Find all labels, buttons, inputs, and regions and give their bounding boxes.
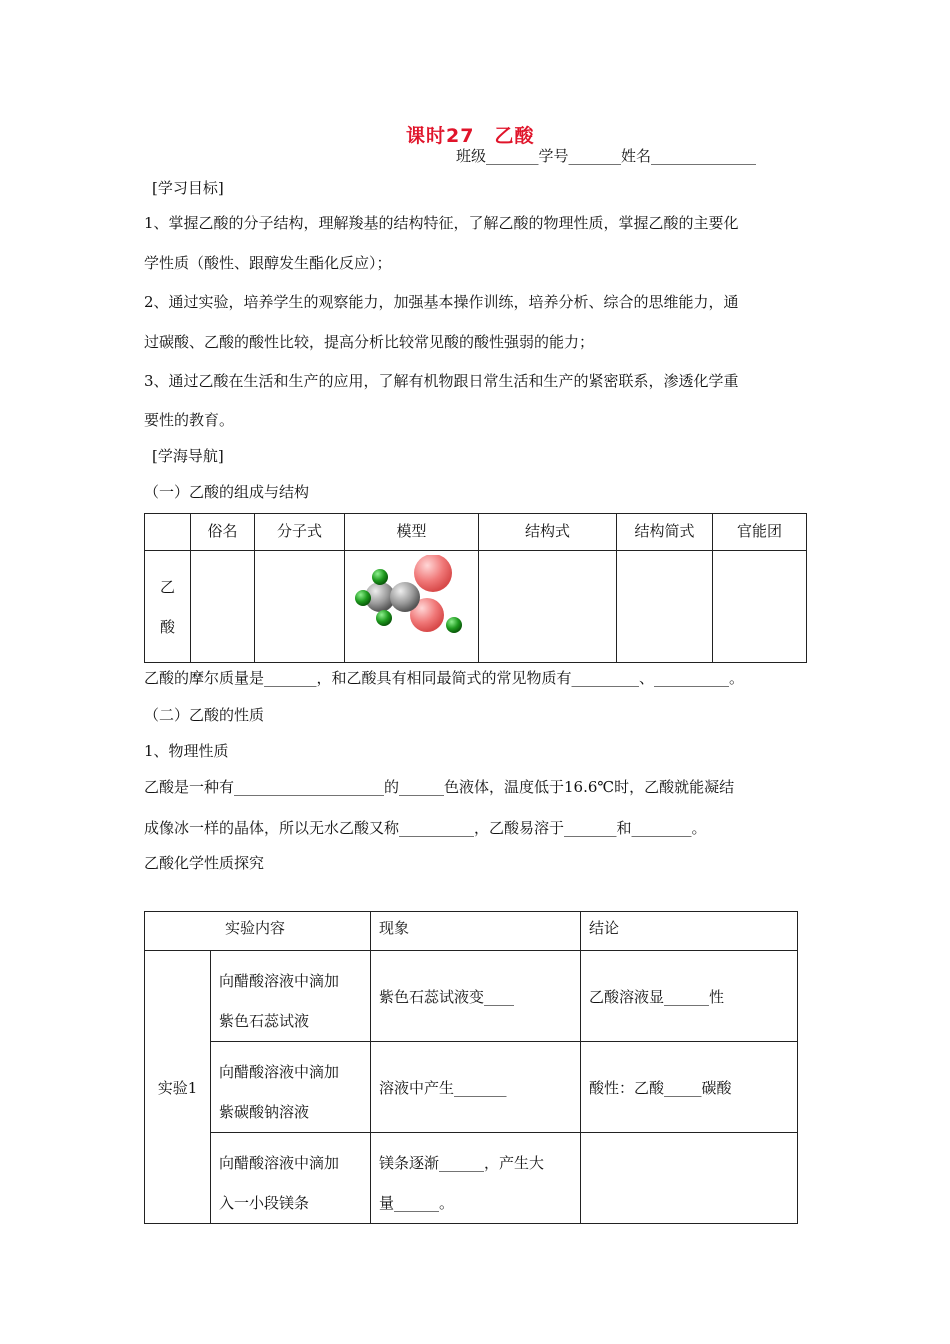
table-header-cell: 分子式	[255, 514, 345, 551]
physical-properties-line: 成像冰一样的晶体，所以无水乙酸又称__________，乙酸易溶于_______和________。	[144, 819, 707, 837]
experiment-conclusion: 乙酸溶液显______性	[581, 951, 798, 1042]
goal-line: 要性的教育。	[144, 411, 235, 429]
experiment-table	[144, 911, 798, 1224]
table-header-cell	[145, 514, 191, 551]
goal-line: 过碳酸、乙酸的酸性比较，提高分析比较常见酸的酸性强弱的能力；	[144, 333, 595, 351]
table-header-cell: 结构简式	[617, 514, 713, 551]
experiment-content: 向醋酸溶液中滴加 入一小段镁条	[211, 1133, 371, 1224]
table-header-cell: 结构式	[479, 514, 617, 551]
table-header-cell: 结论	[581, 912, 798, 951]
row-label-acetic-acid: 乙 酸	[145, 551, 191, 663]
physical-properties-line: 乙酸是一种有____________________的______色液体，温度低于16.6℃时，乙酸就能凝结	[144, 778, 735, 796]
hydrogen-atom	[446, 617, 462, 633]
physical-properties-heading: 1、物理性质	[144, 742, 229, 760]
goal-line: 1、掌握乙酸的分子结构，理解羧基的结构特征，了解乙酸的物理性质，掌握乙酸的主要化	[144, 214, 739, 232]
experiment-content: 向醋酸溶液中滴加 紫色石蕊试液	[211, 951, 371, 1042]
section-heading-properties: （二）乙酸的性质	[144, 706, 265, 724]
experiment-phenomenon: 溶液中产生_______	[371, 1042, 581, 1133]
blank-cell[interactable]	[713, 551, 807, 663]
goal-line: 3、通过乙酸在生活和生产的应用，了解有机物跟日常生活和生产的紧密联系，渗透化学重	[144, 372, 739, 390]
table-header-cell: 现象	[371, 912, 581, 951]
experiment-phenomenon: 镁条逐渐______，产生大 量______。	[371, 1133, 581, 1224]
guide-heading: [学海导航]	[152, 447, 224, 465]
acetic-acid-model-image	[353, 555, 473, 645]
table-header-cell: 俗名	[191, 514, 255, 551]
experiment-phenomenon: 紫色石蕊试液变____	[371, 951, 581, 1042]
blank-cell[interactable]	[479, 551, 617, 663]
goals-heading: [学习目标]	[152, 179, 224, 197]
blank-cell[interactable]	[191, 551, 255, 663]
experiment-content: 向醋酸溶液中滴加 紫碳酸钠溶液	[211, 1042, 371, 1133]
page-title: 课时27 乙酸	[406, 125, 535, 147]
chemical-properties-heading: 乙酸化学性质探究	[144, 854, 265, 872]
carbon-atom	[390, 582, 420, 612]
experiment-conclusion: 酸性：乙酸_____碳酸	[581, 1042, 798, 1133]
goal-line: 学性质（酸性、跟醇发生酯化反应）；	[144, 254, 392, 272]
oxygen-atom	[414, 555, 452, 592]
goal-line: 2、通过实验，培养学生的观察能力，加强基本操作训练，培养分析、综合的思维能力，通	[144, 293, 739, 311]
table-header-cell: 实验内容	[145, 912, 371, 951]
experiment-conclusion	[581, 1133, 798, 1224]
student-info-line: 班级_______学号_______姓名______________	[456, 147, 757, 165]
table-header-cell: 模型	[345, 514, 479, 551]
section-heading-structure: （一）乙酸的组成与结构	[144, 483, 310, 501]
hydrogen-atom	[376, 610, 392, 626]
experiment-group-label: 实验1	[145, 951, 211, 1224]
hydrogen-atom	[372, 569, 388, 585]
molecule-model-cell	[345, 551, 479, 663]
structure-table	[144, 513, 807, 663]
hydrogen-atom	[355, 590, 371, 606]
table-header-cell: 官能团	[713, 514, 807, 551]
blank-cell[interactable]	[255, 551, 345, 663]
blank-cell[interactable]	[617, 551, 713, 663]
molar-mass-line: 乙酸的摩尔质量是_______，和乙酸具有相同最简式的常见物质有_________、__________。	[144, 669, 745, 687]
